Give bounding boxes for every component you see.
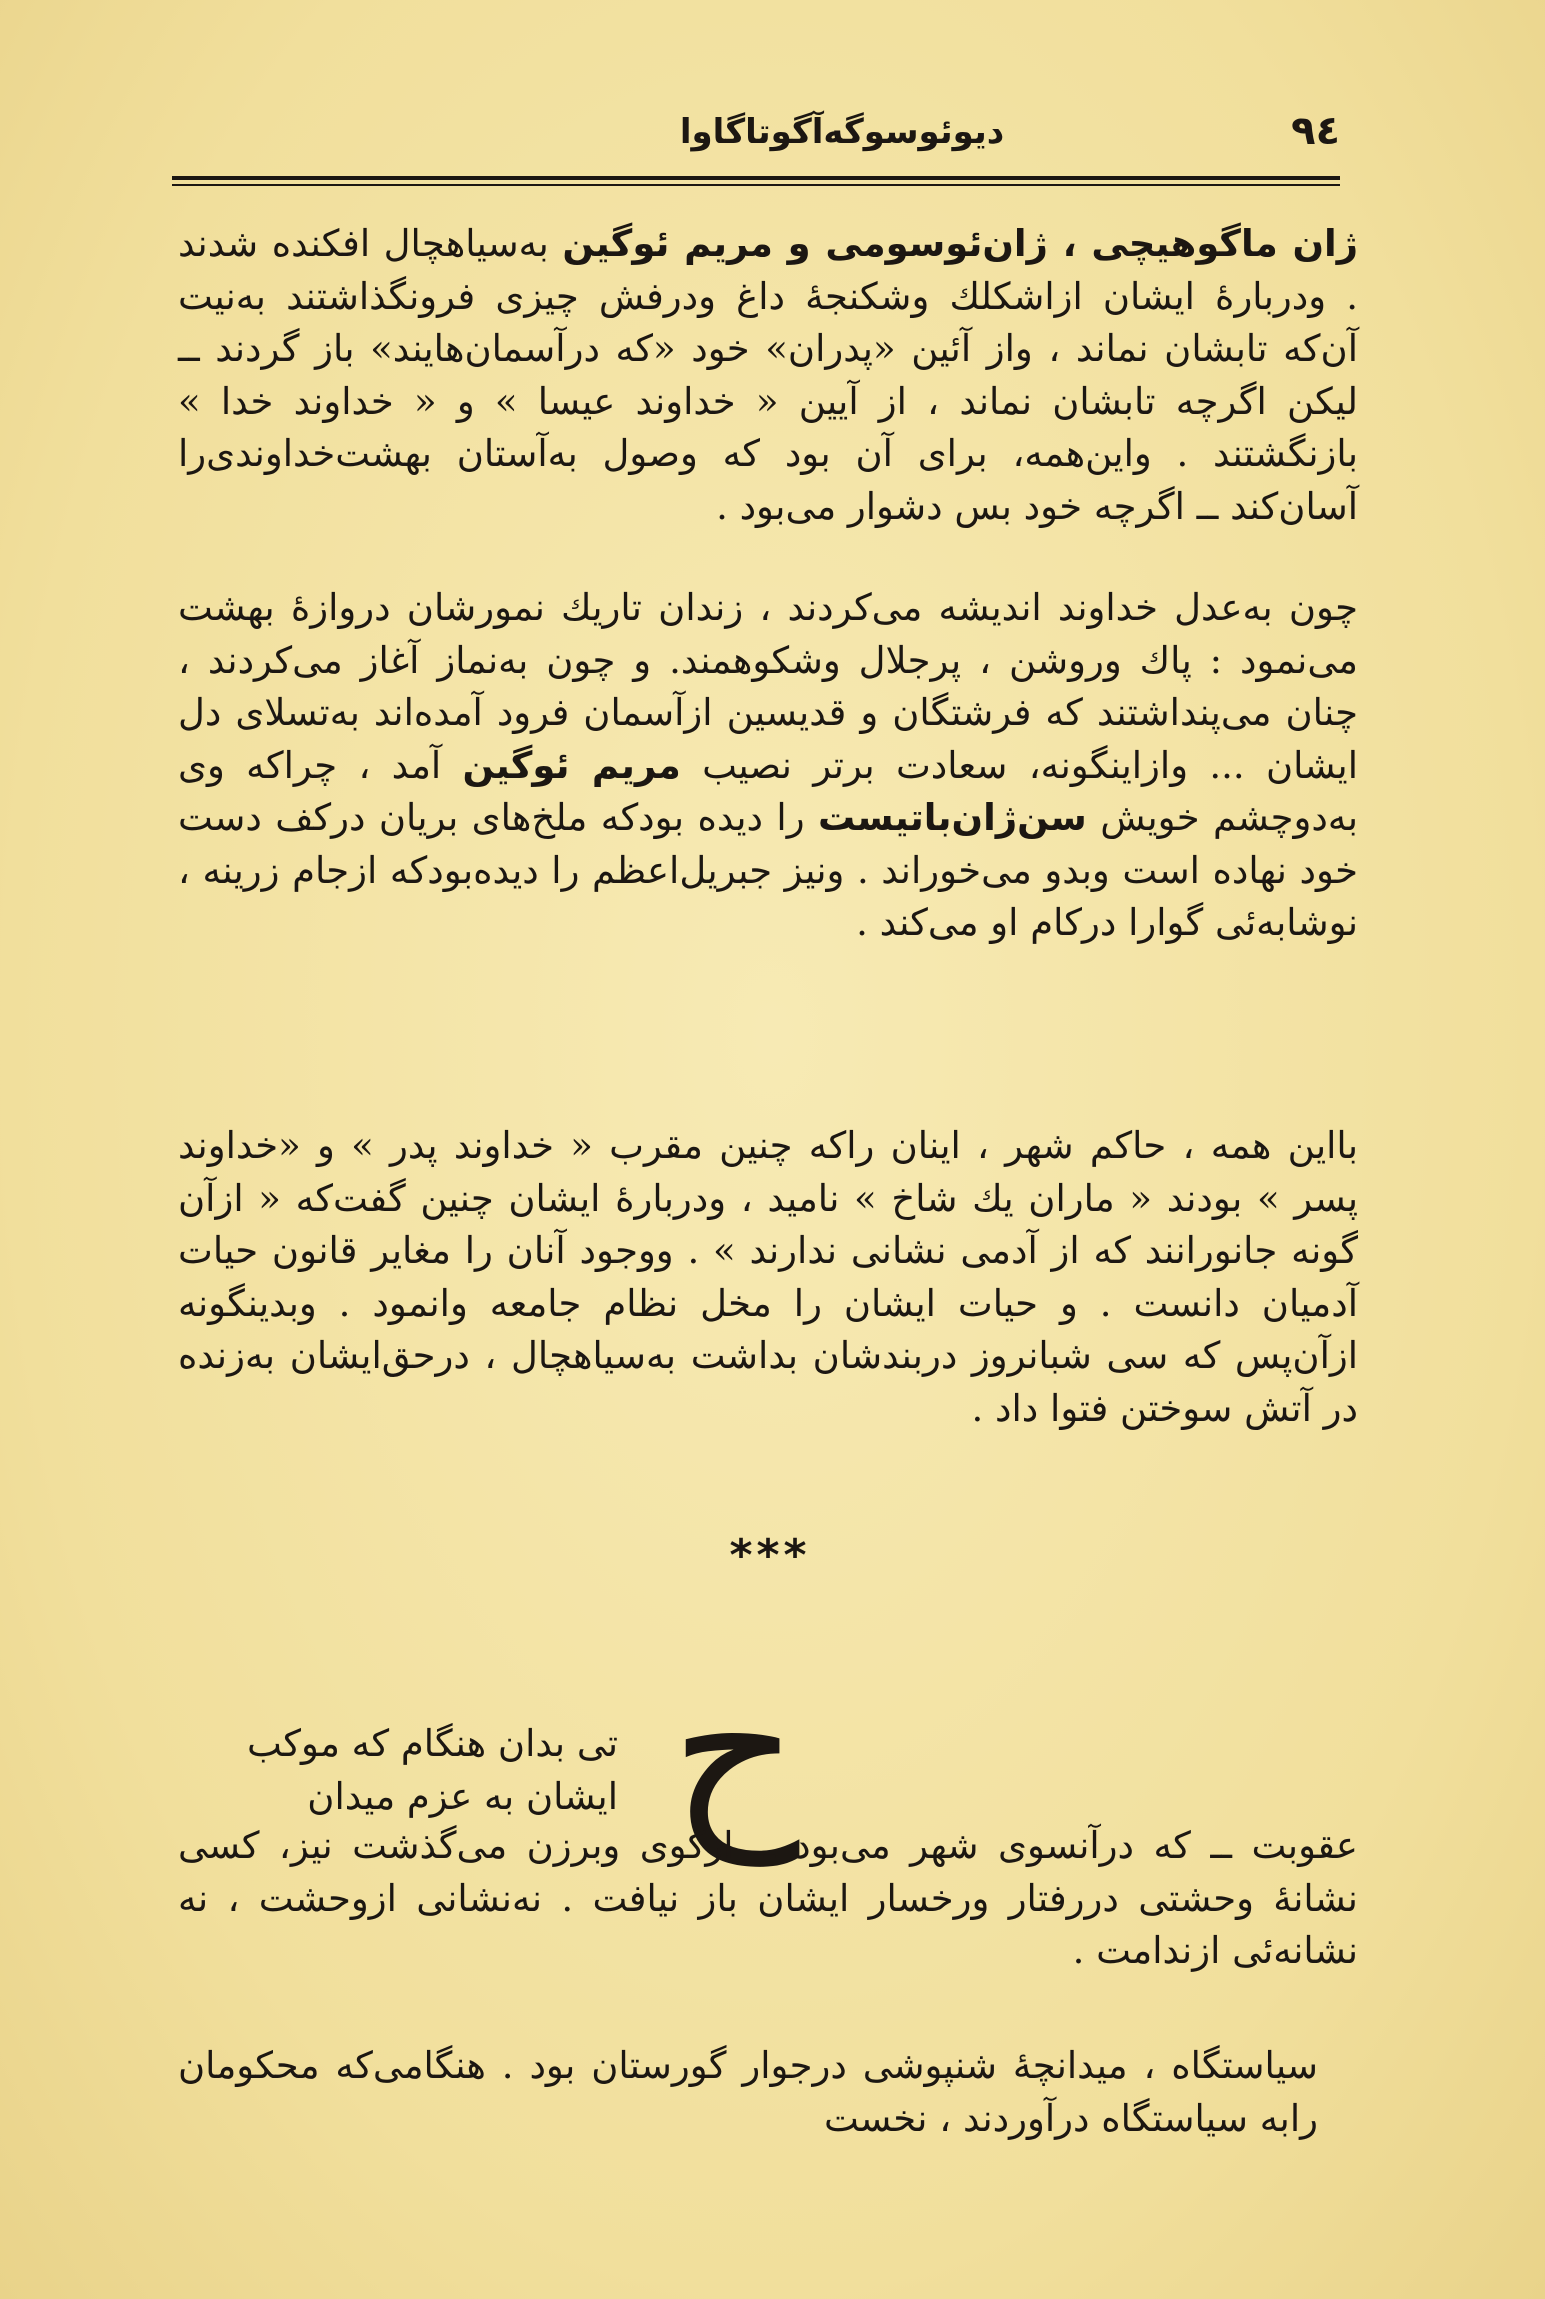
bold-names: ژان ماگوهیچی ، ژان‌ئوسومی و مریم ئوگین — [562, 222, 1359, 265]
header-rule-thin — [172, 184, 1340, 186]
paragraph-2-text-a: چون بەعدل خداوند اندیشه می‌کردند ، زندان تاریك نمورشان دروازۀ بهشت می‌نمود : پاك وروشن ، پرجلال وشکوهمند. و چون بەنماز آغاز می‌کردند ، چنان می‌پنداشتند که فرشتگان و قدیسین ازآسمان فرود آمده‌اند بەتسلای دل ایشان ... وازاینگونه، سعادت برتر نصیب — [178, 586, 1358, 787]
header-rule-thick — [172, 176, 1340, 180]
drop-cap-lines — [178, 1718, 618, 1823]
paragraph-1-text: بەسیاهچال افکنده شدند . ودربارۀ ایشان ازاشکلك وشکنجۀ داغ ودرفش چیزی فرونگذاشتند بەنیت آن‌که تابشان نماند ، واز آئین «پدران» خود «که درآسمان‌هایند» باز گردند ــ لیکن اگرچه تابشان نماند ، از آیین « خداوند عیسا » و « خداوند خدا » بازنگشتند . واین‌همه، برای آن بود که وصول بەآستان بهشت‌خداوندی‌را آسان‌کند ــ اگرچه خود بس دشوار می‌بود . — [178, 222, 1358, 528]
paragraph-1 — [178, 218, 1358, 533]
paragraph-4-text: عقوبت ــ که درآنسوی شهر می‌بود ــ ازکوی وبرزن می‌گذشت نیز، کسی نشانۀ وحشتی دررفتار ورخسار ایشان باز نیافت . نەنشانی ازوحشت ، نه نشانەئی ازندامت . — [178, 1824, 1358, 1972]
paragraph-4 — [178, 1820, 1358, 1978]
paragraph-2-text-b: آمد ، چراکه وی بەدوچشم خویش — [178, 743, 1359, 839]
section-separator: *** — [729, 1530, 811, 1581]
paragraph-3-text: بااین همه ، حاکم شهر ، اینان راکه چنین مقرب « خداوند پدر » و «خداوند پسر » بودند « ماران یك شاخ » نامید ، ودربارۀ ایشان چنین گفت‌که « ازآن گونه جانورانند که از آدمی نشانی ندارند » . ووجود آنان را مغایر قانون حیات آدمیان دانست . و حیات ایشان را مخل نظام جامعه وانمود . وبدینگونه ازآن‌پس که سی شبانروز دربندشان بداشت بەسیاهچال ، درحق‌ایشان بەزنده در آتش سوختن فتوا داد . — [178, 1124, 1358, 1430]
paragraph-2-text-c: را دیده بودکه ملخ‌های بریان درکف دست خود نهاده است وبدو می‌خوراند . ونیز جبریل‌اعظم را دیده‌بودکه ازجام زرینه ، نوشابەئی گوارا درکام او می‌کند . — [178, 796, 1358, 944]
drop-cap-letter: ح — [670, 1633, 800, 1866]
paragraph-3 — [178, 1120, 1358, 1435]
page-number: ٩٤ — [1291, 108, 1340, 154]
bold-name-saint-john: سن‌ژان‌باتیست — [817, 796, 1087, 839]
running-title: دیوئوسوگەآگوتاگاوا — [679, 112, 1005, 152]
paragraph-5-text: سیاستگاه ، میدانچۀ شنپوشی درجوار گورستان بود . هنگامی‌که محکومان رابه سیاستگاه درآوردند ، نخست — [178, 2044, 1318, 2140]
paragraph-5 — [178, 2040, 1318, 2145]
paragraph-2 — [178, 582, 1358, 950]
drop-cap-line-2: ایشان به عزم میدان — [307, 1774, 618, 1818]
bold-name-maryam: مریم ئوگین — [462, 743, 681, 787]
page-header — [172, 108, 1340, 168]
drop-cap-line-1: تی بدان هنگام که موکب — [247, 1722, 618, 1765]
